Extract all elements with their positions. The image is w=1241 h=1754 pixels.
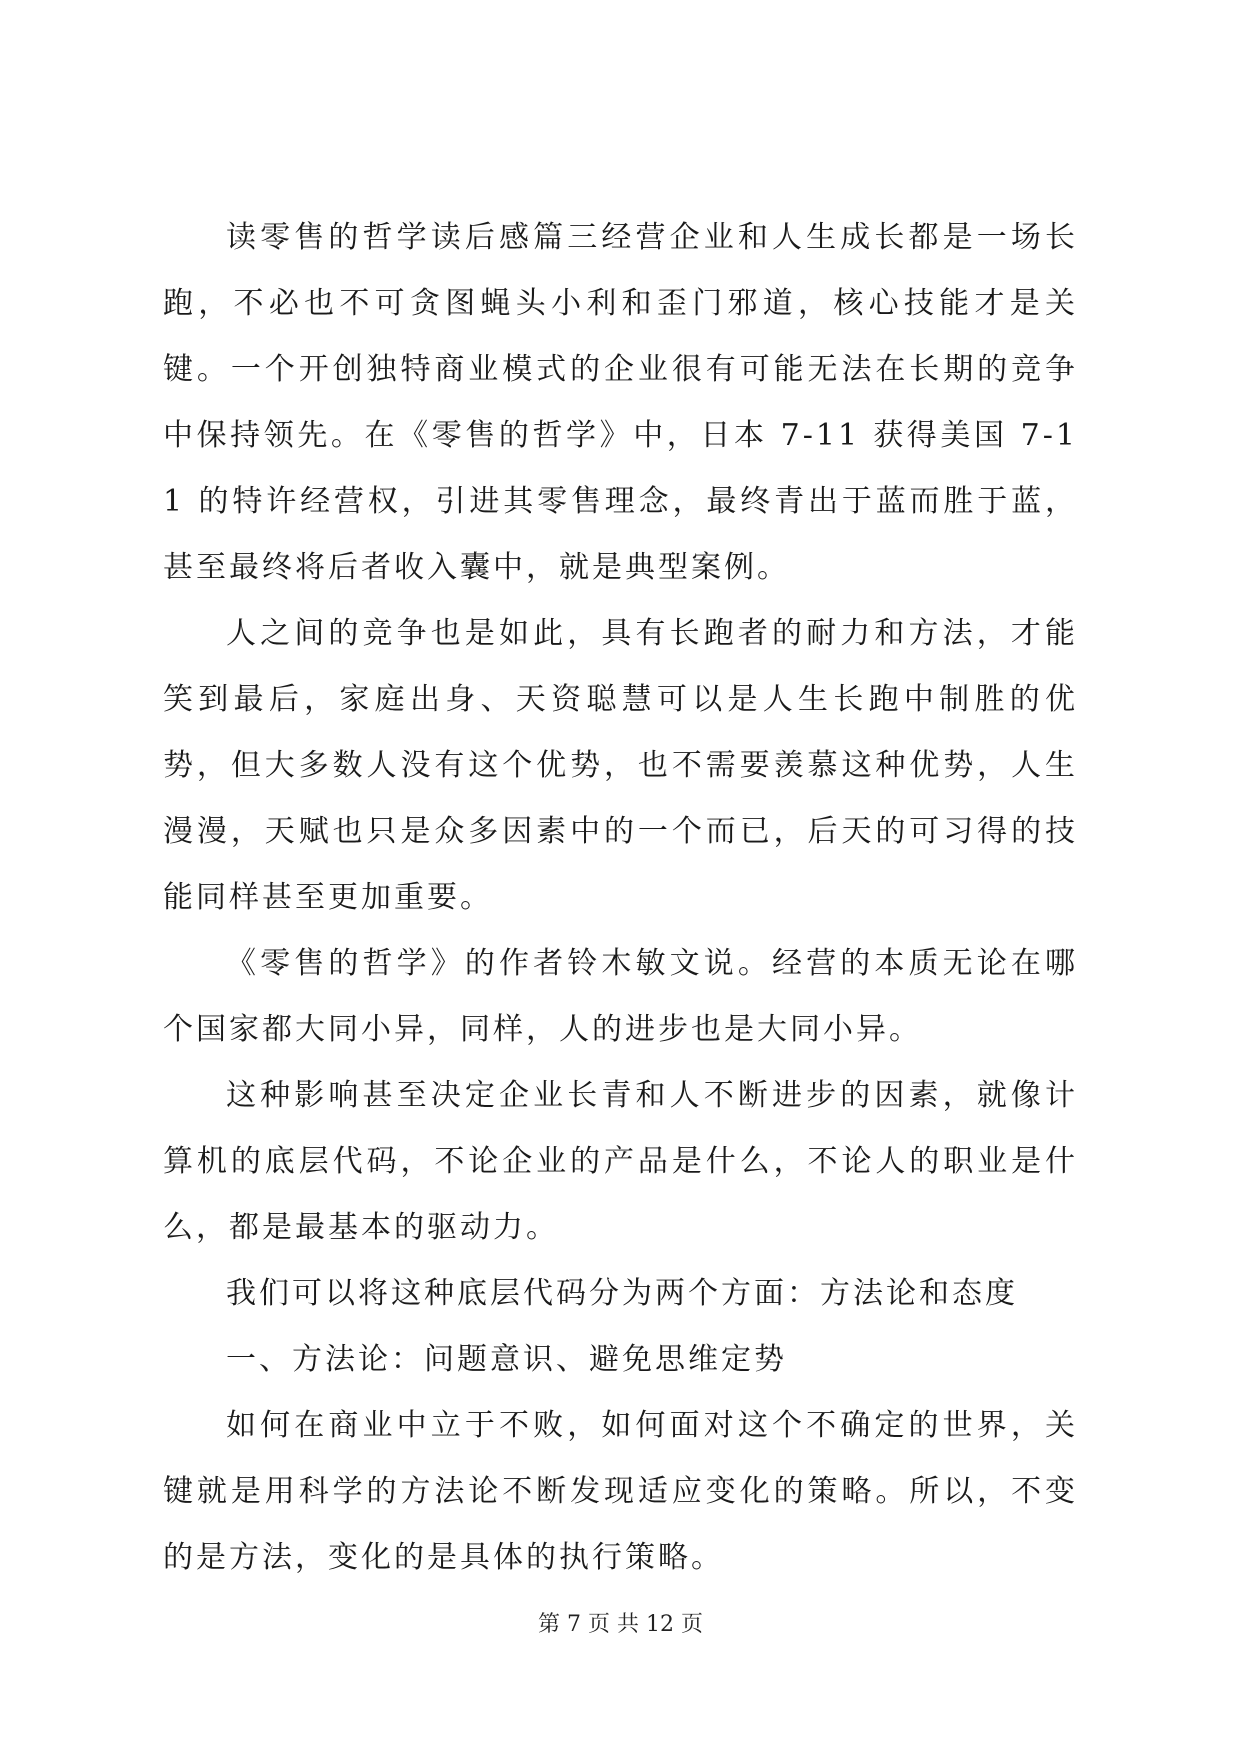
paragraph-5: 我们可以将这种底层代码分为两个方面：方法论和态度 xyxy=(226,1276,1018,1311)
paragraph-7: 如何在商业中立于不败，如何面对这个不确定的世界，关键就是用科学的方法论不断发现适应变化的策略。所以，不变的是方法，变化的是具体的执行策略。 xyxy=(163,1408,1078,1575)
paragraph-3: 《零售的哲学》的作者铃木敏文说。经营的本质无论在哪个国家都大同小异，同样，人的进步也是大同小异。 xyxy=(163,946,1078,1047)
paragraph-1: 读零售的哲学读后感篇三经营企业和人生成长都是一场长跑，不必也不可贪图蝇头小利和歪门邪道，核心技能才是关键。一个开创独特商业模式的企业很有可能无法在长期的竞争中保持领先。在《零售的哲学》中，日本 7-11 获得美国 7-11 的特许经营权，引进其零售理念，最终青出于蓝而胜于蓝，甚至最终将后者收入囊中，就是典型案例。 xyxy=(163,220,1078,585)
paragraph-2: 人之间的竞争也是如此，具有长跑者的耐力和方法，才能笑到最后，家庭出身、天资聪慧可以是人生长跑中制胜的优势，但大多数人没有这个优势，也不需要羡慕这种优势，人生漫漫，天赋也只是众多因素中的一个而已，后天的可习得的技能同样甚至更加重要。 xyxy=(163,616,1078,915)
paragraph-4: 这种影响甚至决定企业长青和人不断进步的因素，就像计算机的底层代码，不论企业的产品是什么，不论人的职业是什么，都是最基本的驱动力。 xyxy=(163,1078,1078,1245)
document-body xyxy=(163,205,1078,1591)
page-number-footer: 第 7 页 共 12 页 xyxy=(538,1612,703,1637)
section-heading-methodology: 一、方法论：问题意识、避免思维定势 xyxy=(226,1342,787,1377)
